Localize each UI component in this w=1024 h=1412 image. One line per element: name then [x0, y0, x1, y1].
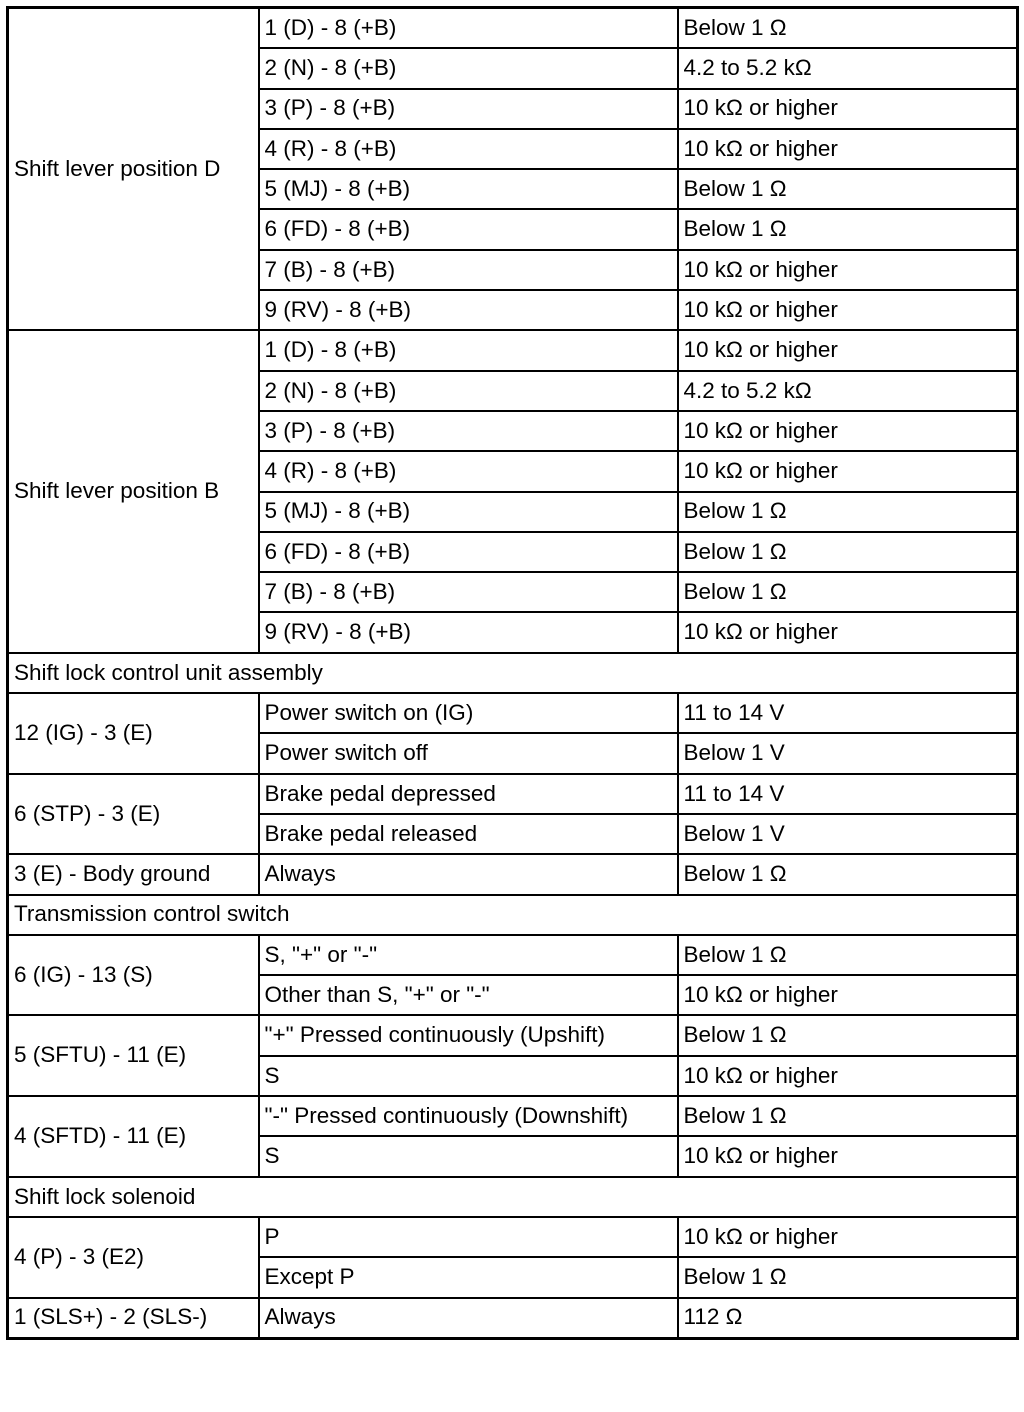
- condition-cell: 5 (MJ) - 8 (+B): [259, 492, 678, 532]
- condition-cell: Power switch on (IG): [259, 693, 678, 733]
- specified-value-cell: Below 1 Ω: [678, 8, 1018, 49]
- specified-value-cell: 10 kΩ or higher: [678, 411, 1018, 451]
- condition-cell: 1 (D) - 8 (+B): [259, 330, 678, 370]
- condition-cell: 9 (RV) - 8 (+B): [259, 290, 678, 330]
- specified-value-cell: 10 kΩ or higher: [678, 330, 1018, 370]
- table-row: [8, 1298, 1018, 1339]
- table-row: [8, 1096, 1018, 1136]
- specified-value-cell: 4.2 to 5.2 kΩ: [678, 371, 1018, 411]
- terminal-label-cell: Shift lever position B: [8, 330, 259, 652]
- specification-table-body: [8, 8, 1018, 1339]
- specified-value-cell: 10 kΩ or higher: [678, 1136, 1018, 1176]
- specified-value-cell: Below 1 Ω: [678, 935, 1018, 975]
- specified-value-cell: 10 kΩ or higher: [678, 250, 1018, 290]
- condition-cell: S: [259, 1136, 678, 1176]
- specified-value-cell: Below 1 Ω: [678, 854, 1018, 894]
- specified-value-cell: 10 kΩ or higher: [678, 612, 1018, 652]
- condition-cell: Brake pedal depressed: [259, 774, 678, 814]
- specified-value-cell: Below 1 V: [678, 733, 1018, 773]
- section-row: [8, 895, 1018, 935]
- condition-cell: Other than S, "+" or "-": [259, 975, 678, 1015]
- specified-value-cell: Below 1 Ω: [678, 572, 1018, 612]
- terminal-label-cell: 6 (IG) - 13 (S): [8, 935, 259, 1016]
- condition-cell: 3 (P) - 8 (+B): [259, 411, 678, 451]
- condition-cell: 6 (FD) - 8 (+B): [259, 209, 678, 249]
- terminal-label-cell: 4 (SFTD) - 11 (E): [8, 1096, 259, 1177]
- specified-value-cell: 112 Ω: [678, 1298, 1018, 1339]
- condition-cell: Power switch off: [259, 733, 678, 773]
- specified-value-cell: 10 kΩ or higher: [678, 89, 1018, 129]
- specified-value-cell: Below 1 Ω: [678, 492, 1018, 532]
- condition-cell: Brake pedal released: [259, 814, 678, 854]
- table-row: [8, 1015, 1018, 1055]
- specified-value-cell: 10 kΩ or higher: [678, 451, 1018, 491]
- specified-value-cell: 4.2 to 5.2 kΩ: [678, 48, 1018, 88]
- condition-cell: "+" Pressed continuously (Upshift): [259, 1015, 678, 1055]
- section-header: Shift lock solenoid: [8, 1177, 1018, 1217]
- terminal-label-cell: Shift lever position D: [8, 8, 259, 331]
- specified-value-cell: 10 kΩ or higher: [678, 975, 1018, 1015]
- terminal-label-cell: 3 (E) - Body ground: [8, 854, 259, 894]
- condition-cell: 1 (D) - 8 (+B): [259, 8, 678, 49]
- table-row: [8, 8, 1018, 49]
- section-header: Shift lock control unit assembly: [8, 653, 1018, 693]
- specified-value-cell: 10 kΩ or higher: [678, 1217, 1018, 1257]
- section-header: Transmission control switch: [8, 895, 1018, 935]
- specified-value-cell: 10 kΩ or higher: [678, 1056, 1018, 1096]
- condition-cell: 5 (MJ) - 8 (+B): [259, 169, 678, 209]
- condition-cell: Except P: [259, 1257, 678, 1297]
- specified-value-cell: 10 kΩ or higher: [678, 290, 1018, 330]
- specified-value-cell: Below 1 Ω: [678, 1015, 1018, 1055]
- specified-value-cell: Below 1 V: [678, 814, 1018, 854]
- specified-value-cell: Below 1 Ω: [678, 1257, 1018, 1297]
- specified-value-cell: 11 to 14 V: [678, 774, 1018, 814]
- table-row: [8, 330, 1018, 370]
- terminal-label-cell: 12 (IG) - 3 (E): [8, 693, 259, 774]
- condition-cell: 2 (N) - 8 (+B): [259, 371, 678, 411]
- table-row: [8, 854, 1018, 894]
- table-row: [8, 774, 1018, 814]
- table-row: [8, 1217, 1018, 1257]
- specified-value-cell: 10 kΩ or higher: [678, 129, 1018, 169]
- specified-value-cell: Below 1 Ω: [678, 209, 1018, 249]
- condition-cell: 4 (R) - 8 (+B): [259, 451, 678, 491]
- table-row: [8, 693, 1018, 733]
- terminal-label-cell: 5 (SFTU) - 11 (E): [8, 1015, 259, 1096]
- condition-cell: 7 (B) - 8 (+B): [259, 572, 678, 612]
- condition-cell: 3 (P) - 8 (+B): [259, 89, 678, 129]
- specified-value-cell: Below 1 Ω: [678, 532, 1018, 572]
- condition-cell: "-" Pressed continuously (Downshift): [259, 1096, 678, 1136]
- condition-cell: 4 (R) - 8 (+B): [259, 129, 678, 169]
- condition-cell: Always: [259, 854, 678, 894]
- terminal-label-cell: 1 (SLS+) - 2 (SLS-): [8, 1298, 259, 1339]
- terminal-label-cell: 6 (STP) - 3 (E): [8, 774, 259, 855]
- specification-table: [6, 6, 1019, 1340]
- condition-cell: 7 (B) - 8 (+B): [259, 250, 678, 290]
- condition-cell: S: [259, 1056, 678, 1096]
- condition-cell: Always: [259, 1298, 678, 1339]
- condition-cell: 6 (FD) - 8 (+B): [259, 532, 678, 572]
- section-row: [8, 653, 1018, 693]
- condition-cell: S, "+" or "-": [259, 935, 678, 975]
- condition-cell: P: [259, 1217, 678, 1257]
- condition-cell: 2 (N) - 8 (+B): [259, 48, 678, 88]
- section-row: [8, 1177, 1018, 1217]
- specified-value-cell: 11 to 14 V: [678, 693, 1018, 733]
- condition-cell: 9 (RV) - 8 (+B): [259, 612, 678, 652]
- specified-value-cell: Below 1 Ω: [678, 169, 1018, 209]
- specified-value-cell: Below 1 Ω: [678, 1096, 1018, 1136]
- table-row: [8, 935, 1018, 975]
- terminal-label-cell: 4 (P) - 3 (E2): [8, 1217, 259, 1298]
